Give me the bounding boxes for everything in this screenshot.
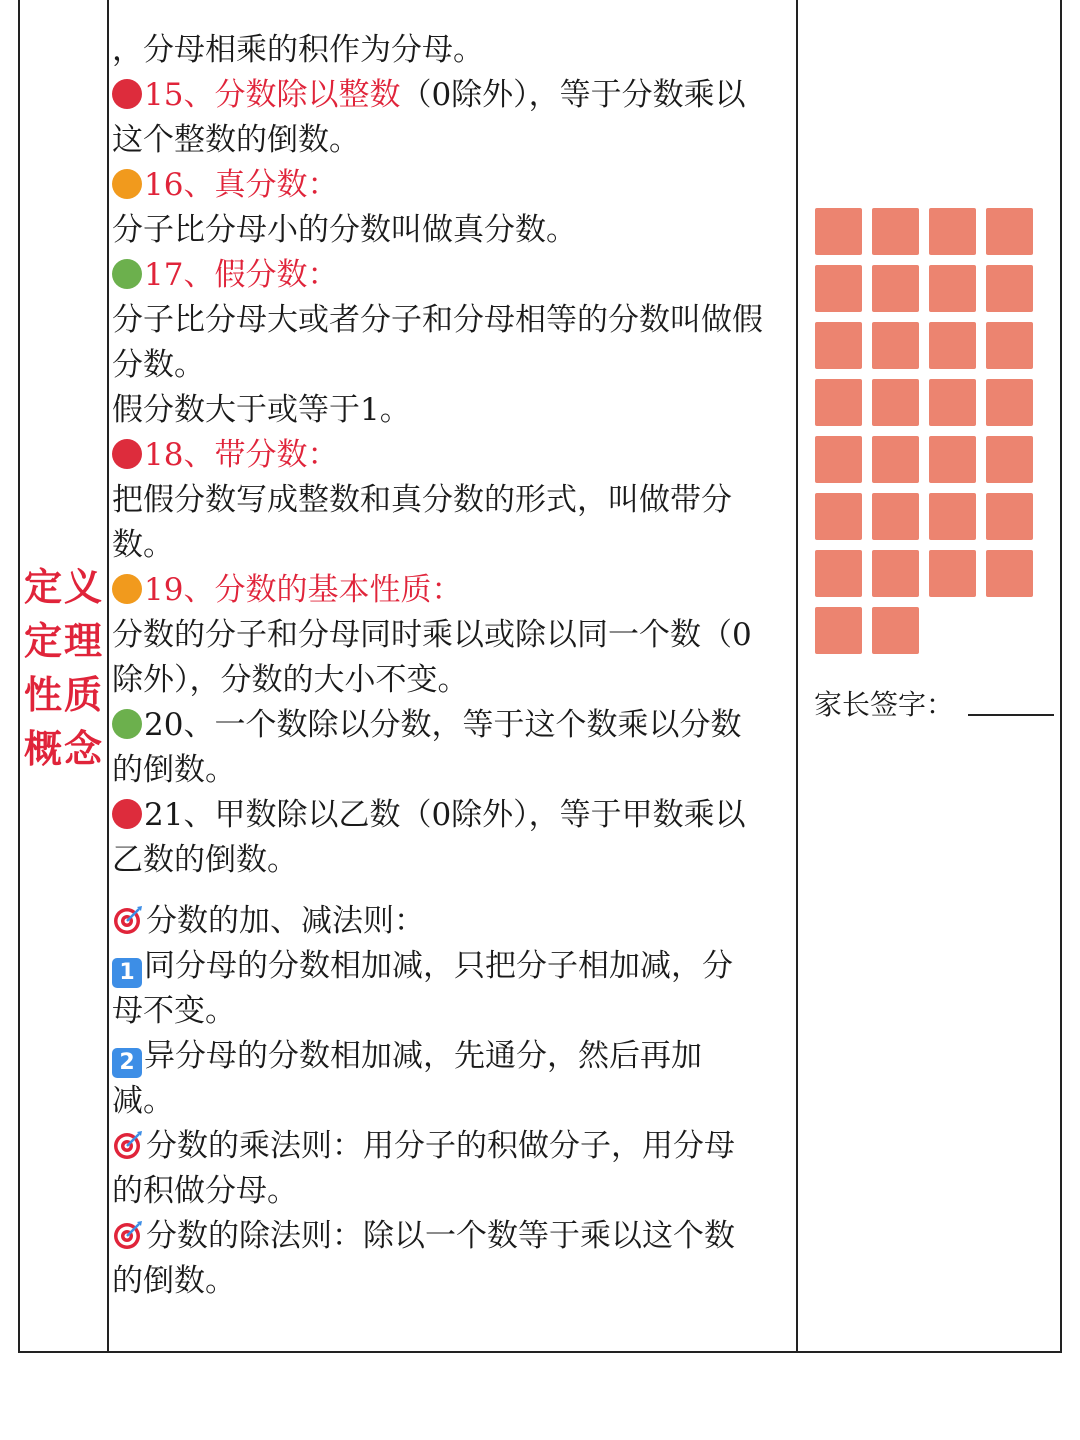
checkin-square[interactable] (986, 493, 1033, 540)
text-line: ，分母相乘的积作为分母。 (112, 32, 484, 68)
text-line: 数。 (112, 527, 174, 563)
checkin-square[interactable] (929, 379, 976, 426)
checkin-square[interactable] (815, 493, 862, 540)
text-line: 的倒数。 (112, 1263, 236, 1299)
red-dot-icon (112, 439, 142, 469)
text-line: 假分数大于或等于1。 (112, 392, 411, 428)
category-label-line: 概念 (23, 726, 104, 771)
checkin-square[interactable] (872, 322, 919, 369)
checkin-square[interactable] (986, 436, 1033, 483)
item-16-heading (112, 163, 796, 208)
checkin-square[interactable] (929, 550, 976, 597)
item-16-title: 16、真分数： (144, 167, 339, 203)
green-dot-icon (112, 709, 142, 739)
checkin-square[interactable] (872, 493, 919, 540)
keycap-two-icon: 2 (112, 1048, 142, 1078)
checkin-square[interactable] (929, 322, 976, 369)
item-18-title: 18、带分数： (144, 437, 339, 473)
category-label-line: 性质 (23, 672, 104, 717)
text-line: 分数。 (112, 347, 205, 383)
checkin-square[interactable] (872, 607, 919, 654)
checkin-square[interactable] (872, 550, 919, 597)
text-line: 乙数的倒数。 (112, 842, 298, 878)
checkin-square[interactable] (986, 208, 1033, 255)
checkin-square[interactable] (815, 607, 862, 654)
item-15-text: （0除外），等于分数乘以 (400, 77, 746, 113)
div-rule-text: 分数的除法则：除以一个数等于乘以这个数 (146, 1218, 735, 1254)
checkin-square[interactable] (929, 493, 976, 540)
checkin-square[interactable] (872, 436, 919, 483)
red-dot-icon (112, 799, 142, 829)
item-17-title: 17、假分数： (144, 257, 339, 293)
category-label-line: 定理 (23, 618, 104, 663)
add-rule-2 (112, 1034, 796, 1079)
checkin-square[interactable] (986, 550, 1033, 597)
item-19-title: 19、分数的基本性质： (144, 572, 463, 608)
checkin-square[interactable] (986, 322, 1033, 369)
checkin-square[interactable] (929, 436, 976, 483)
mul-rule-text: 分数的乘法则：用分子的积做分子，用分母 (146, 1128, 735, 1164)
table-border-bottom (18, 1351, 1062, 1353)
text-line: 母不变。 (112, 993, 236, 1029)
item-21 (112, 793, 796, 838)
category-label (20, 560, 108, 776)
checkin-square[interactable] (872, 265, 919, 312)
add-rule-title: 分数的加、减法则： (146, 903, 425, 939)
add-rule-1 (112, 944, 796, 989)
orange-dot-icon (112, 169, 142, 199)
green-dot-icon (112, 259, 142, 289)
keycap-one-icon: 1 (112, 958, 142, 988)
item-20 (112, 703, 796, 748)
item-18-heading (112, 433, 796, 478)
checkin-square[interactable] (929, 208, 976, 255)
text-line: 分数的分子和分母同时乘以或除以同一个数（0 (112, 617, 752, 653)
signature-line[interactable] (968, 714, 1054, 716)
add-rule-1-text: 同分母的分数相加减，只把分子相加减，分 (144, 948, 733, 984)
item-19-heading (112, 568, 796, 613)
text-line: 把假分数写成整数和真分数的形式，叫做带分 (112, 482, 732, 518)
red-dot-icon (112, 79, 142, 109)
target-icon (112, 904, 144, 936)
text-line: 这个整数的倒数。 (112, 122, 360, 158)
checkin-square[interactable] (872, 208, 919, 255)
checkin-square[interactable] (986, 265, 1033, 312)
item-17-heading (112, 253, 796, 298)
add-rule-heading (112, 899, 796, 944)
content-column (112, 28, 796, 1304)
text-line: 分子比分母小的分数叫做真分数。 (112, 212, 577, 248)
checkin-square[interactable] (815, 208, 862, 255)
add-rule-2-text: 异分母的分数相加减，先通分，然后再加 (144, 1038, 702, 1074)
checkin-square[interactable] (872, 379, 919, 426)
checkin-square[interactable] (815, 436, 862, 483)
table-border-right (1060, 0, 1062, 1353)
item-15-heading (112, 73, 796, 118)
checkin-square[interactable] (815, 379, 862, 426)
target-icon (112, 1219, 144, 1251)
checkin-square[interactable] (815, 265, 862, 312)
text-line: 的积做分母。 (112, 1173, 298, 1209)
item-20-text: 20、一个数除以分数，等于这个数乘以分数 (144, 707, 742, 743)
target-icon (112, 1129, 144, 1161)
div-rule (112, 1214, 796, 1259)
text-line: 除外），分数的大小不变。 (112, 662, 469, 698)
orange-dot-icon (112, 574, 142, 604)
checkin-square[interactable] (929, 265, 976, 312)
checkin-square[interactable] (986, 379, 1033, 426)
text-line: 的倒数。 (112, 752, 236, 788)
mul-rule (112, 1124, 796, 1169)
column-divider-2 (796, 0, 798, 1353)
text-line: 分子比分母大或者分子和分母相等的分数叫做假 (112, 302, 763, 338)
item-21-text: 21、甲数除以乙数（0除外），等于甲数乘以 (144, 797, 746, 833)
category-label-line: 定义 (23, 564, 104, 609)
item-15-title: 15、分数除以整数 (144, 77, 401, 113)
text-line: 减。 (112, 1083, 174, 1119)
checkin-square[interactable] (815, 322, 862, 369)
checkin-square[interactable] (815, 550, 862, 597)
parent-signature-label: 家长签字： (814, 688, 955, 721)
